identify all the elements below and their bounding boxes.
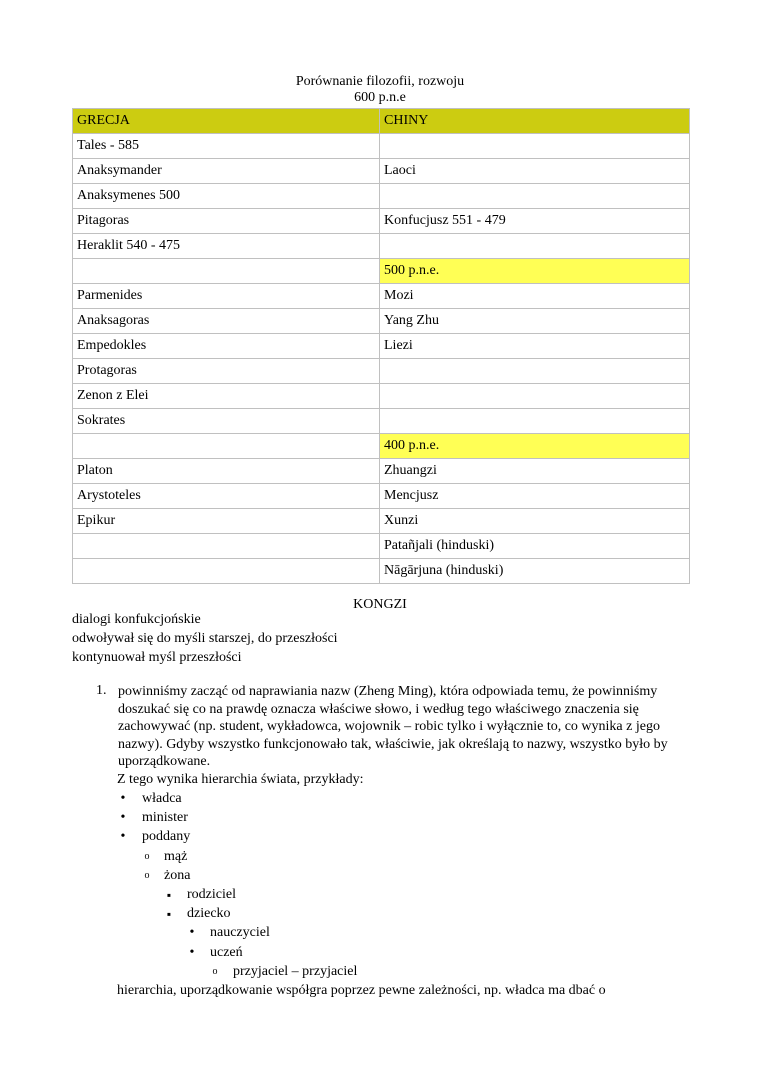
table-row [73,309,690,334]
cell-greece: Arystoteles [73,484,380,509]
cell-china: Liezi [380,334,690,359]
cell-china [380,384,690,409]
era-row [73,434,690,459]
table-row [73,334,690,359]
cell-china: Mencjusz [380,484,690,509]
cell-greece: Anaksymenes 500 [73,184,380,209]
bullet-icon: o [144,869,150,881]
cell-greece: Pitagoras [73,209,380,234]
bullet-icon: ▪ [166,888,172,902]
hierarchy-item: uczeń [210,944,243,960]
cell-greece [73,534,380,559]
table-row [73,184,690,209]
table-row [73,409,690,434]
bullet-icon: • [120,810,126,826]
cell-china: Zhuangzi [380,459,690,484]
hierarchy-item: władca [142,791,182,806]
cell-greece: Anaksymander [73,159,380,184]
cell-china [380,134,690,159]
hierarchy-item: dziecko [187,906,231,922]
table-row [73,484,690,509]
hierarchy-item: poddany [142,829,191,845]
table-row [73,209,690,234]
column-header: GRECJA [73,109,380,134]
table-row [73,534,690,559]
cell-china [380,184,690,209]
comparison-table [72,108,690,584]
cell-greece: Zenon z Elei [73,384,380,409]
table-row [73,459,690,484]
cell-china: Patañjali (hinduski) [380,534,690,559]
cell-china: Xunzi [380,509,690,534]
bullet-icon: o [212,965,218,977]
table-header-row [73,109,690,134]
bullet-icon: o [144,850,150,862]
paragraph: odwoływał się do myśli starszej, do przeszłości [72,631,338,646]
era-label: 400 p.n.e. [380,434,690,459]
cell-china [380,234,690,259]
cell-greece: Sokrates [73,409,380,434]
table-row [73,509,690,534]
table-row [73,134,690,159]
bullet-icon: • [120,791,126,806]
paragraph: dialogi konfukcjońskie [72,612,201,627]
cell-greece: Heraklit 540 - 475 [73,234,380,259]
cell-greece: Empedokles [73,334,380,359]
cell-greece: Platon [73,459,380,484]
table-row [73,159,690,184]
list-number: 1. [96,683,107,698]
bullet-icon: • [189,944,195,960]
bullet-icon: • [120,829,126,845]
era-row [73,259,690,284]
hierarchy-intro: Z tego wynika hierarchia świata, przykłady: [117,772,364,787]
column-header: CHINY [380,109,690,134]
section-heading: KONGZI [353,597,407,612]
document-subtitle-date: 600 p.n.e [354,90,406,105]
hierarchy-item: przyjaciel – przyjaciel [233,963,358,979]
table-row [73,384,690,409]
cell-china: Nāgārjuna (hinduski) [380,559,690,584]
bullet-icon: • [189,925,195,941]
document-title: Porównanie filozofii, rozwoju [295,74,465,89]
cell-china [380,409,690,434]
table-row [73,234,690,259]
bullet-icon: ▪ [166,907,172,922]
cell-china: Mozi [380,284,690,309]
cell-greece: Protagoras [73,359,380,384]
hierarchy-item: rodziciel [187,887,236,902]
hierarchy-item: minister [142,810,188,826]
table-row [73,284,690,309]
cell-china: Laoci [380,159,690,184]
cell-greece: Epikur [73,509,380,534]
hierarchy-item: żona [164,867,191,883]
cell-greece: Tales - 585 [73,134,380,159]
cell-greece: Anaksagoras [73,309,380,334]
cell-greece: Parmenides [73,284,380,309]
cell-china: Yang Zhu [380,309,690,334]
cell-china: Konfucjusz 551 - 479 [380,209,690,234]
cell-china [380,359,690,384]
hierarchy-item: nauczyciel [210,925,270,941]
list-item-text: powinniśmy zacząć od naprawiania nazw (Zheng Ming), która odpowiada temu, że powinniśmy doszukać się co na prawdę oznacza właściwe słowo, i według tego właściwego znaczenia się zachowywać (np. student, wykładowca, wojownik – robic tylko i wyłącznie to, co wynika z jego nazwy). Gdyby wszystko funkcjonowało tak, właściwie, jak określają to nazwy, wszystko było by uporządkowane. [118,684,668,770]
table-row [73,359,690,384]
paragraph: kontynuował myśl przeszłości [72,650,242,665]
cell-greece [73,434,380,459]
table-row [73,559,690,584]
closing-paragraph: hierarchia, uporządkowanie współgra poprzez pewne zależności, np. władca ma dbać o [117,983,606,998]
era-label: 500 p.n.e. [380,259,690,284]
cell-greece [73,259,380,284]
cell-greece [73,559,380,584]
hierarchy-item: mąż [164,848,188,864]
